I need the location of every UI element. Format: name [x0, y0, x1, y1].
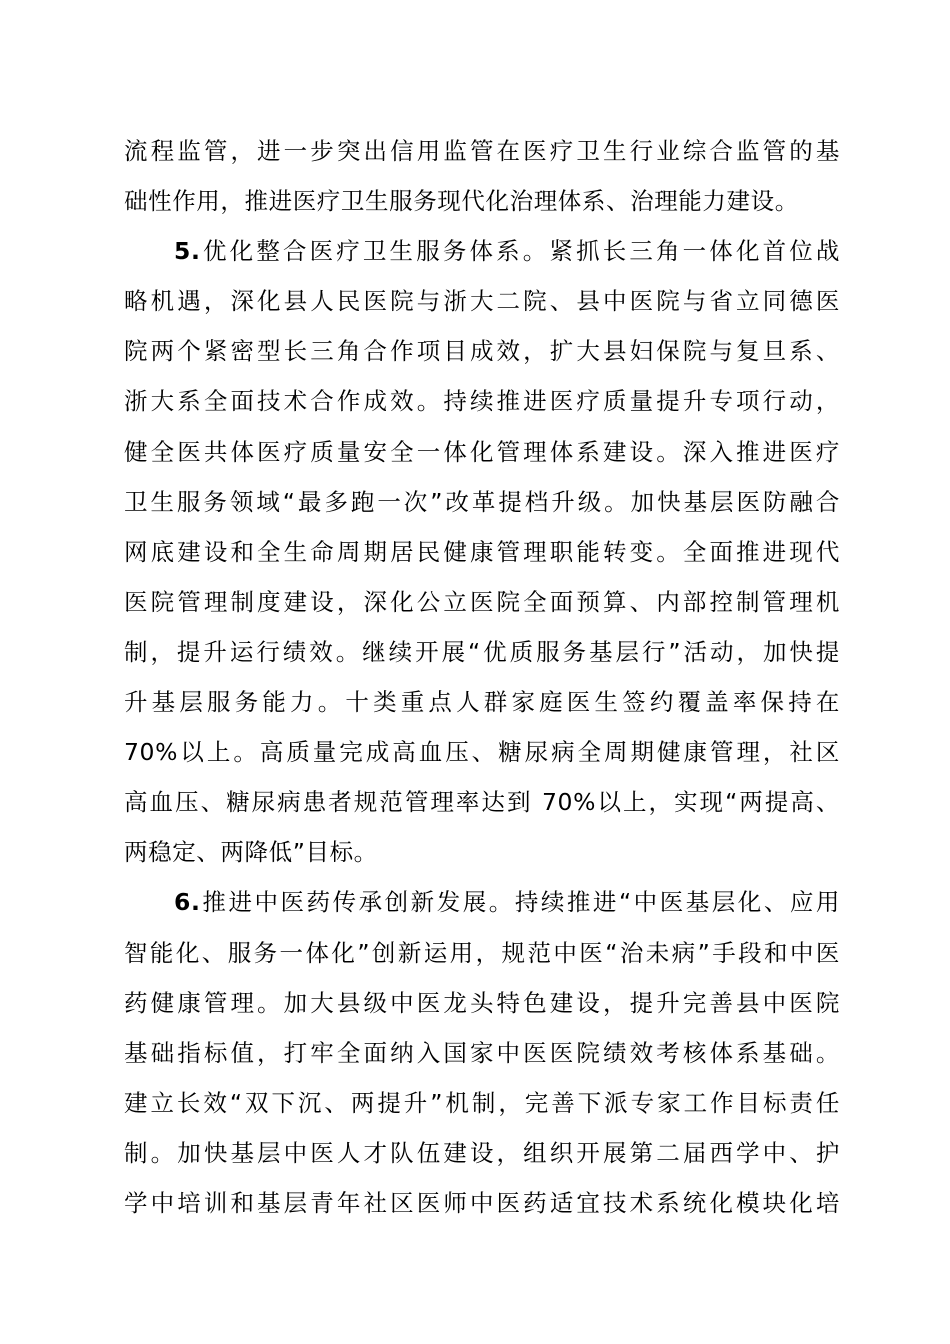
text-line: 基础指标值，打牢全面纳入国家中医医院绩效考核体系基础。	[124, 1038, 840, 1067]
text-line: 础性作用，推进医疗卫生服务现代化治理体系、治理能力建设。	[124, 187, 799, 216]
text-line: 制。加快基层中医人才队伍建设，组织开展第二届西学中、护	[124, 1138, 840, 1167]
text-line: 流程监管，进一步突出信用监管在医疗卫生行业综合监管的基	[124, 137, 840, 165]
text-line: 浙大系全面技术合作成效。持续推进医疗质量提升专项行动，	[124, 387, 840, 416]
text-line: 药健康管理。加大县级中医龙头特色建设，提升完善县中医院	[124, 988, 840, 1017]
section-5-heading-line	[124, 226, 840, 276]
section-6-heading-line	[124, 877, 840, 927]
body-text	[124, 126, 840, 1228]
text-line: 健全医共体医疗质量安全一体化管理体系建设。深入推进医疗	[124, 437, 840, 466]
section-5-first-line: 优化整合医疗卫生服务体系。紧抓长三角一体化首位战	[200, 237, 840, 266]
text-line: 两稳定、两降低”目标。	[124, 838, 378, 867]
text-line: 医院管理制度建设，深化公立医院全面预算、内部控制管理机	[124, 587, 840, 616]
text-line: 网底建设和全生命周期居民健康管理职能转变。全面推进现代	[124, 537, 840, 566]
text-line: 70%以上。高质量完成高血压、糖尿病全周期健康管理，社区	[124, 738, 840, 767]
text-line: 建立长效“双下沉、两提升”机制，完善下派专家工作目标责任	[124, 1088, 840, 1117]
section-6-first-line: 推进中医药传承创新发展。持续推进“中医基层化、应用	[200, 888, 840, 917]
text-line: 智能化、服务一体化”创新运用，规范中医“治未病”手段和中医	[124, 938, 840, 967]
text-line: 制，提升运行绩效。继续开展“优质服务基层行”活动，加快提	[124, 637, 840, 666]
text-line: 升基层服务能力。十类重点人群家庭医生签约覆盖率保持在	[124, 688, 840, 717]
section-6-number: 6.	[174, 888, 201, 917]
text-line: 院两个紧密型长三角合作项目成效，扩大县妇保院与复旦系、	[124, 337, 840, 366]
text-line: 高血压、糖尿病患者规范管理率达到 70%以上，实现“两提高、	[124, 788, 840, 817]
text-line: 略机遇，深化县人民医院与浙大二院、县中医院与省立同德医	[124, 287, 840, 316]
text-line: 学中培训和基层青年社区医师中医药适宜技术系统化模块化培	[124, 1188, 840, 1217]
section-5-number: 5.	[174, 237, 201, 266]
text-line: 卫生服务领域“最多跑一次”改革提档升级。加快基层医防融合	[124, 487, 840, 516]
